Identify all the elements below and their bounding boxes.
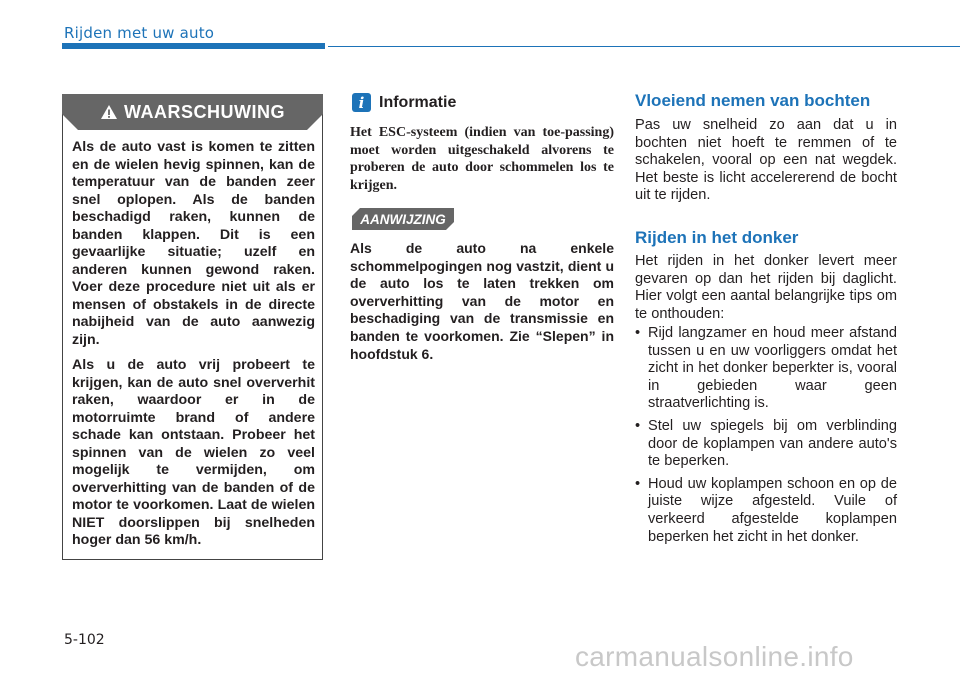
cornering-text: Pas uw snelheid zo aan dat u in bochten niet hoeft te remmen of te schakelen, vooral op een nat wegdek. Het beste is licht accelererend de bocht uit te rijden. (635, 117, 897, 204)
note-text: Als de auto na enkele schommelpogingen nog vastzit, dient u de auto los te laten trekken om oververhitting van de motor en beschadiging van de transmissie en banden te voorkomen. Zie “Slepen” in hoofdstuk 6. (350, 240, 614, 362)
bullet-icon: • (635, 475, 641, 492)
warning-title: WAARSCHUWING (124, 101, 285, 122)
warning-paragraph: Als u de auto vrij probeert te krijgen, kan de auto snel oververhit raken, waardoor er in de motorruimte brand of andere schade kan ontstaan. Probeer het spinnen van de wielen zo veel mogelijk te vermijden, om oververhitting van de banden of de motor te voorkomen. Laat de wielen NIET doorslippen bij snelheden hoger dan 56 km/h. (72, 357, 315, 548)
list-item (635, 476, 897, 546)
night-driving-intro: Het rijden in het donker levert meer gevaren op dan het rijden bij daglicht. Hier volgt een aantal belangrijke tips om te onthouden: (635, 253, 897, 322)
information-text: Het ESC-systeem (indien van toe-passing) moet worden uitgeschakeld alvorens te proberen de auto door schommelen los te krijgen. (350, 125, 614, 193)
list-item-text: Houd uw koplampen schoon en op de juiste wijze afgesteld. Vuile of verkeerd afgestelde koplampen beperken het zicht in het donker. (648, 475, 897, 545)
cornering-heading: Vloeiend nemen van bochten (635, 91, 871, 110)
header-rule-thin (328, 46, 960, 47)
warning-triangle-icon (100, 104, 118, 120)
night-driving-heading: Rijden in het donker (635, 228, 799, 247)
note-badge (352, 208, 454, 230)
bullet-icon: • (635, 417, 641, 434)
list-item-text: Stel uw spiegels bij om verblinding door de koplampen van andere auto's te beperken. (648, 417, 897, 470)
header-rule-thick (62, 43, 325, 49)
list-item (635, 418, 897, 471)
warning-box (62, 94, 323, 560)
bullet-icon: • (635, 325, 641, 341)
section-title: Rijden met uw auto (64, 24, 215, 42)
information-heading (352, 93, 456, 112)
watermark: carmanualsonline.info (575, 641, 854, 672)
list-item (635, 325, 897, 413)
list-item-text: Rijd langzamer en houd meer afstand tussen u en uw voorliggers omdat het zicht in het donker beperkter is, vooral in gebieden waar geen straatverlichting is. (648, 325, 897, 412)
information-title: Informatie (379, 93, 457, 111)
warning-header (62, 94, 323, 130)
night-driving-tips (635, 325, 897, 551)
warning-paragraph: Als de auto vast is komen te zitten en de wielen hevig spinnen, kan de temperatuur van de banden zeer snel oplopen. Als de banden beschadigd raken, kunnen de banden klappen. Dit is een gevaarlijke situatie; uzelf en anderen kunnen gewond raken. Voer deze procedure niet uit als er mensen of obstakels in de directe nabijheid van de auto aanwezig zijn. (72, 139, 315, 348)
note-label: AANWIJZING (360, 211, 446, 227)
page-number: 5-102 (64, 632, 105, 648)
info-icon: i (352, 93, 371, 112)
warning-body (72, 139, 315, 558)
